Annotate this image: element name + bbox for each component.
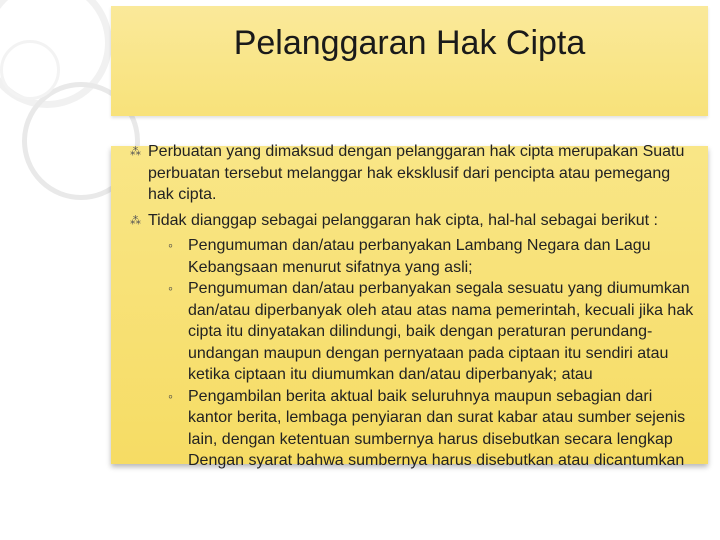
sub-bullet-item: [166, 278, 700, 386]
sub-bullet-text: Pengumuman dan/atau perbanyakan segala sesuatu yang diumumkan dan/atau diperbanyak oleh atau atas nama pemerintah, kecuali jika hak cipta itu dinyatakan dilindungi, baik dengan peraturan perundang-undangan maupun dengan pernyataan pada ciptaan itu sendiri atau ketika ciptaan itu diumumkan dan/atau diperbanyak; atau: [188, 280, 694, 383]
sub-bullet-text: Pengambilan berita aktual baik seluruhnya maupun sebagian dari kantor berita, lembaga penyiaran dan surat kabar atau sumber sejenis lain, dengan ketentuan sumbernya harus disebutkan secara lengkap Dengan syarat bahwa sumbernya harus disebutkan atau dicantumkan: [188, 387, 686, 469]
bullet-text: Perbuatan yang dimaksud dengan pelanggaran hak cipta merupakan Suatu perbuatan tersebut melanggar hak eksklusif dari pencipta atau pemegang hak cipta.: [148, 143, 685, 203]
sub-bullet-item: [166, 235, 700, 278]
arrow-bullet-icon: ⁂: [130, 146, 141, 158]
arrow-bullet-icon: ⁂: [130, 214, 141, 227]
sub-bullet-item: [166, 386, 700, 472]
slide-body: [130, 141, 700, 476]
bullet-item: [130, 210, 700, 472]
circle-bullet-icon: ◦: [168, 237, 173, 253]
sub-bullet-text: Pengumuman dan/atau perbanyakan Lambang Negara dan Lagu Kebangsaan menurut sifatnya yang asli;: [188, 237, 651, 276]
bullet-text: Tidak dianggap sebagai pelanggaran hak cipta, hal-hal sebagai berikut :: [148, 211, 658, 229]
slide-title: Pelanggaran Hak Cipta: [233, 24, 586, 62]
sub-bullet-list: [148, 235, 700, 472]
bullet-item: [130, 141, 700, 206]
circle-bullet-icon: ◦: [168, 280, 173, 296]
circle-bullet-icon: ◦: [168, 387, 173, 404]
decorative-circle: [0, 40, 60, 100]
